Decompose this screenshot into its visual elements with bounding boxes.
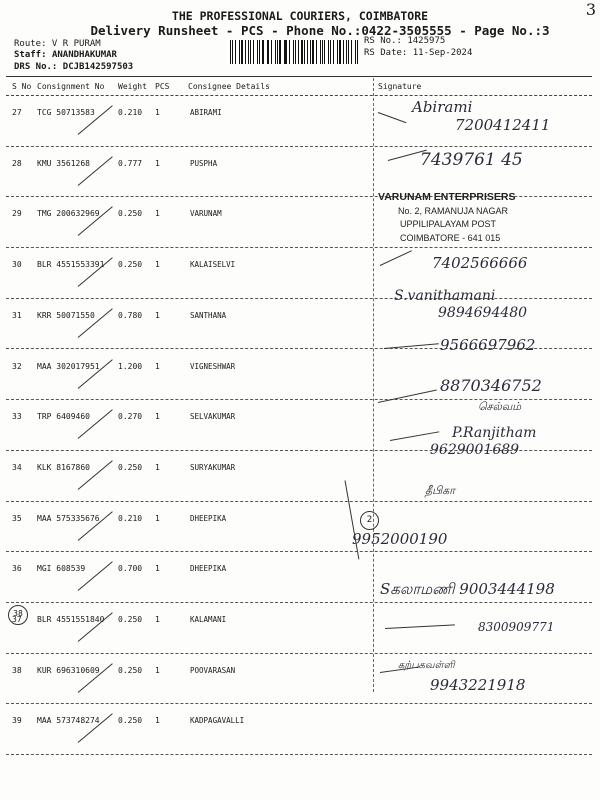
barcode: [230, 40, 360, 64]
rs-date: RS Date: 11-Sep-2024: [364, 48, 473, 58]
weight-cell: 0.250: [118, 260, 143, 270]
barcode-bar: [230, 40, 231, 64]
col-header-weight: Weight: [118, 82, 147, 91]
barcode-bar: [324, 40, 325, 64]
barcode-bar: [275, 40, 276, 64]
stamp-29-line2: No. 2, RAMANUJA NAGAR: [398, 206, 509, 216]
pcs-cell: 1: [155, 158, 160, 168]
sno-cell: 28: [12, 158, 22, 168]
pcs-cell: 1: [155, 665, 160, 675]
consignee-cell: SANTHANA: [190, 310, 227, 320]
pcs-cell: 1: [155, 108, 160, 117]
barcode-bar: [304, 40, 305, 64]
company-title: THE PROFESSIONAL COURIERS, COIMBATORE: [171, 9, 429, 23]
consignee-cell: ABIRAMI: [190, 108, 222, 117]
barcode-bar: [301, 40, 302, 64]
barcode-bar: [343, 40, 344, 64]
barcode-bar: [346, 40, 347, 64]
sig-27-name: Abirami: [412, 98, 473, 116]
sig-31-phone: 9894694480: [438, 305, 528, 321]
sno-cell: 32: [12, 361, 22, 371]
pcs-cell: 1: [155, 412, 160, 422]
barcode-bar: [295, 40, 296, 64]
consignment-cell: MGI 608539: [37, 564, 86, 574]
consignment-cell: MAA 302017951: [37, 361, 100, 371]
stamp-29-line3: UPPILIPALAYAM POST: [400, 219, 497, 229]
barcode-bar: [245, 40, 246, 64]
staff-line: [14, 50, 117, 61]
barcode-bar: [284, 40, 285, 64]
pcs-cell: 1: [155, 260, 160, 270]
barcode-bar: [310, 40, 311, 64]
barcode-bar: [316, 40, 317, 64]
barcode-bar: [328, 40, 329, 64]
consignment-cell: TCG 50713583: [37, 108, 95, 117]
stamp-29-line1: VARUNAM ENTERPRISERS: [378, 191, 516, 203]
header-rule-top: [6, 76, 592, 77]
consignment-cell: KLK 8167860: [37, 462, 90, 472]
barcode-bar: [257, 40, 258, 64]
barcode-bar: [285, 40, 287, 64]
sno-cell: 30: [12, 260, 22, 270]
barcode-bar: [333, 40, 334, 64]
col-header-pcs: PCS: [155, 82, 170, 91]
sno-cell: 38: [12, 665, 22, 675]
weight-cell: 0.210: [118, 108, 143, 117]
sno-cell: 34: [12, 462, 22, 472]
barcode-bar: [337, 40, 338, 64]
sno-cell: 33: [12, 412, 22, 422]
barcode-bar: [320, 40, 321, 64]
consignment-cell: KUR 696310609: [37, 665, 100, 675]
col-header-consignee: Consignee Details: [188, 82, 270, 91]
staff-label: Staff:: [14, 50, 52, 60]
pcs-cell: 1: [155, 462, 160, 472]
sno-cell: 35: [12, 513, 22, 523]
barcode-bar: [289, 40, 290, 64]
sig-31-name: S.vanithamani: [394, 288, 496, 304]
sig-33-phone: 8870346752: [440, 376, 542, 395]
pcs-cell: 1: [155, 615, 160, 624]
consignment-cell: BLR 4551553391: [37, 260, 105, 270]
barcode-bar: [355, 40, 356, 64]
sig-39-tamil: கற்பகவள்ளி: [398, 660, 455, 671]
barcode-bar: [293, 40, 294, 64]
barcode-bar: [279, 40, 280, 64]
sig-37: Sகலாமணி 9003444198: [380, 580, 555, 598]
sno-cell: 31: [12, 310, 22, 320]
drs-line: [14, 62, 133, 73]
table-row: [0, 451, 600, 502]
col-header-signature: Signature: [378, 82, 422, 91]
pcs-cell: 1: [155, 513, 160, 523]
barcode-bar: [339, 40, 341, 64]
consignee-cell: KALAISELVI: [190, 260, 236, 270]
barcode-bar: [232, 40, 233, 64]
consignment-cell: KMU 3561268: [37, 158, 90, 168]
barcode-bar: [267, 40, 268, 64]
col-header-consignment: Consignment No: [37, 82, 105, 91]
consignee-cell: KADPAGAVALLI: [190, 716, 245, 726]
consignee-cell: KALAMANI: [190, 615, 227, 624]
barcode-bar: [298, 40, 299, 64]
circled-sno-38: 38: [8, 605, 28, 625]
weight-cell: 0.250: [118, 462, 143, 472]
weight-cell: 0.250: [118, 209, 143, 219]
sno-cell: 36: [12, 564, 22, 574]
barcode-bar: [268, 40, 269, 64]
consignee-cell: SURYAKUMAR: [190, 462, 236, 472]
sig-35-tamil: தீபிகா: [425, 484, 455, 497]
sno-cell: 29: [12, 209, 22, 219]
sno-cell: 39: [12, 716, 22, 726]
sig-38-phone: 8300909771: [478, 620, 555, 634]
barcode-bar: [262, 40, 264, 64]
pcs-cell: 1: [155, 564, 160, 574]
page-corner-mark: 3: [585, 0, 596, 19]
sno-cell: 27: [12, 108, 22, 117]
sig-34-phone: 9629001689: [430, 442, 520, 458]
barcode-bar: [351, 40, 352, 64]
consignee-cell: VIGNESHWAR: [190, 361, 236, 371]
sig-39-phone: 9943221918: [430, 676, 526, 694]
barcode-bar: [253, 40, 254, 64]
barcode-bar: [248, 40, 249, 64]
weight-cell: 0.250: [118, 716, 143, 726]
table-row: [0, 704, 600, 755]
consignee-cell: VARUNAM: [190, 209, 222, 219]
weight-cell: 0.210: [118, 513, 143, 523]
note-36-circled: 2: [360, 511, 379, 530]
sno-cell: 37: [12, 615, 22, 624]
consignee-cell: POOVARASAN: [190, 665, 236, 675]
pcs-cell: 1: [155, 361, 160, 371]
sig-33-tamil: செல்வம்: [478, 400, 522, 413]
barcode-bar: [277, 40, 278, 64]
consignment-cell: TMG 200632969: [37, 209, 100, 219]
drs-label: DRS No.:: [14, 62, 63, 72]
col-header-sno: S No: [12, 82, 32, 91]
route-label: Route: V R PURAM: [14, 39, 101, 49]
table-row: [0, 197, 600, 248]
sig-36-phone: 9952000190: [352, 530, 448, 548]
pcs-cell: 1: [155, 209, 160, 219]
sig-30-phone: 7402566666: [432, 254, 528, 272]
barcode-bar: [239, 40, 240, 64]
weight-cell: 0.250: [118, 615, 143, 624]
barcode-bar: [241, 40, 243, 64]
weight-cell: 0.780: [118, 310, 143, 320]
sig-28-phone: 7439761 45: [420, 150, 523, 170]
stamp-29-line4: COIMBATORE - 641 015: [400, 233, 501, 243]
consignment-cell: KRR 50071550: [37, 310, 95, 320]
barcode-bar: [271, 40, 272, 64]
pcs-cell: 1: [155, 716, 160, 726]
consignee-cell: PUSPHA: [190, 158, 218, 168]
rs-number: RS No.: 1425975: [364, 36, 446, 46]
barcode-bar: [322, 40, 323, 64]
consignment-cell: BLR 4551551840: [37, 615, 105, 624]
runsheet-subtitle: Delivery Runsheet - PCS - Phone No.:0422-3505555 - Page No.:3: [90, 23, 550, 38]
staff-name: ANANDHAKUMAR: [51, 50, 117, 60]
barcode-bar: [307, 40, 308, 64]
barcode-bar: [357, 40, 358, 64]
table-row: [0, 502, 600, 553]
consignee-cell: DHEEPIKA: [190, 513, 227, 523]
sig-34-name: P.Ranjitham: [452, 425, 537, 441]
weight-cell: 0.250: [118, 665, 143, 675]
consignment-cell: TRP 6409460: [37, 412, 90, 422]
weight-cell: 1.200: [118, 361, 143, 371]
drs-number: DCJB142597503: [62, 62, 134, 72]
barcode-bar: [235, 40, 236, 64]
barcode-bar: [312, 40, 314, 64]
consignee-cell: DHEEPIKA: [190, 564, 227, 574]
barcode-bar: [250, 40, 251, 64]
barcode-bar: [330, 40, 331, 64]
weight-cell: 0.777: [118, 158, 143, 168]
sig-27-phone: 7200412411: [455, 116, 551, 134]
consignment-cell: MAA 573748274: [37, 716, 100, 726]
barcode-bar: [348, 40, 349, 64]
row-divider: [6, 754, 592, 755]
pcs-cell: 1: [155, 310, 160, 320]
weight-cell: 0.270: [118, 412, 143, 422]
consignment-cell: MAA 575335676: [37, 513, 100, 523]
weight-cell: 0.700: [118, 564, 143, 574]
barcode-bar: [259, 40, 260, 64]
consignee-cell: SELVAKUMAR: [190, 412, 236, 422]
sig-32-phone: 9566697962: [440, 336, 536, 354]
